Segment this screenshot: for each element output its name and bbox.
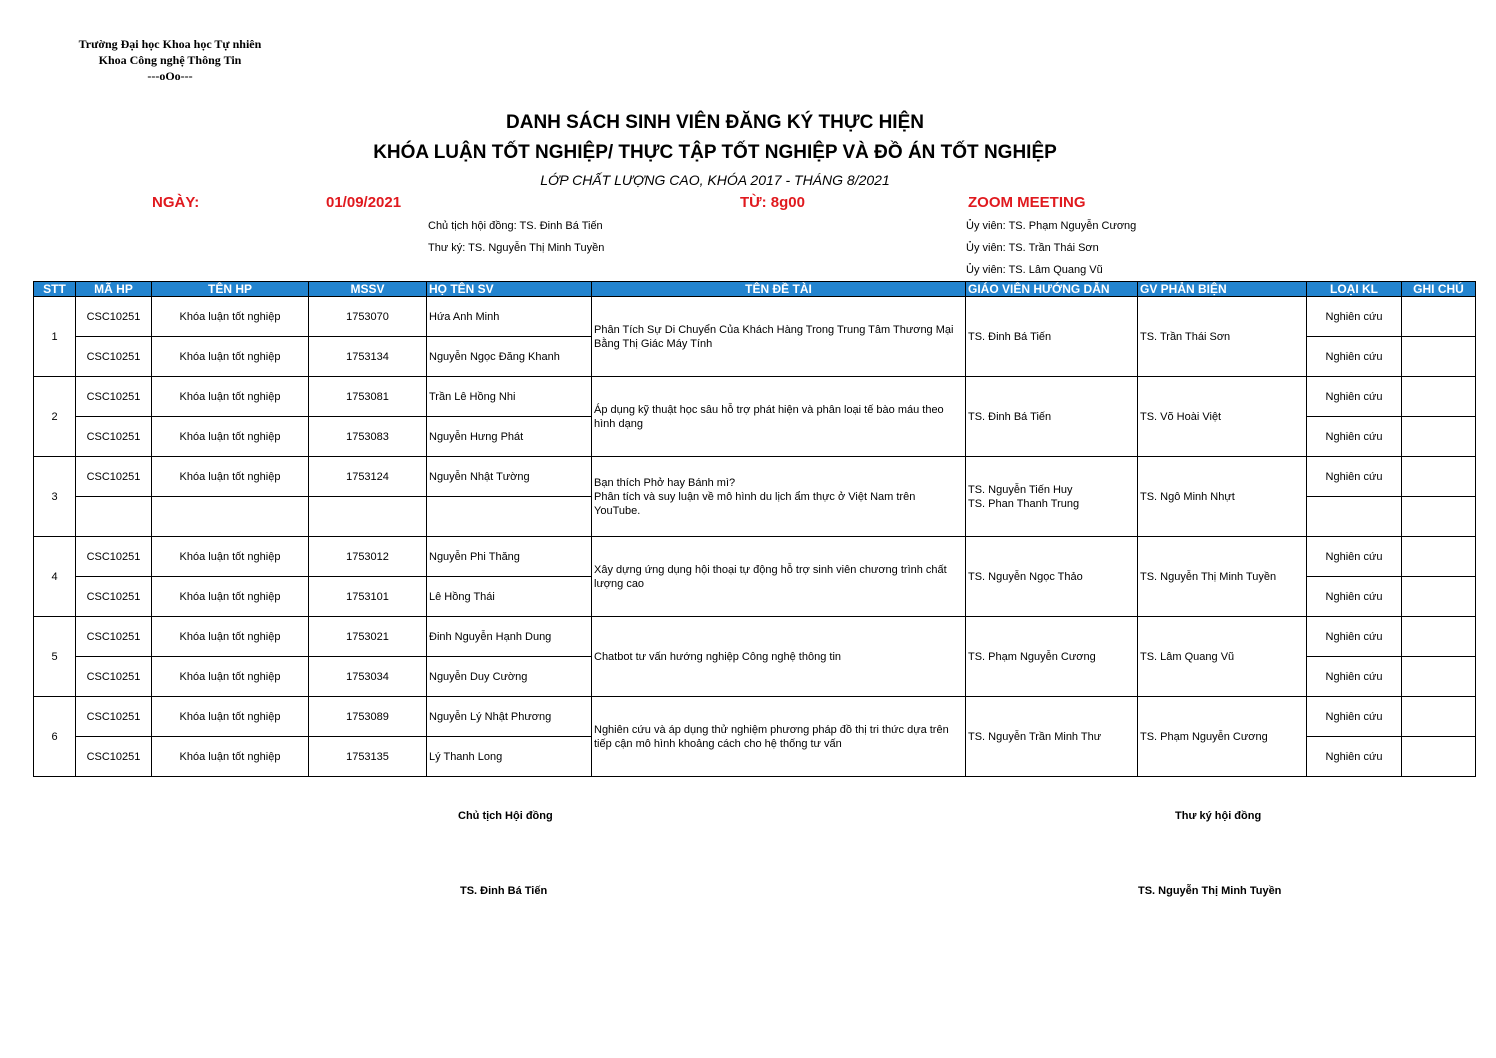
course-name (152, 497, 309, 537)
thesis-topic: Nghiên cứu và áp dụng thử nghiệm phương pháp đồ thị tri thức dựa trên tiếp cận mô hình khoảng cách cho hệ thống tư vấn (592, 697, 966, 777)
advisor-name: TS. Nguyễn Ngọc Thảo (966, 537, 1138, 617)
student-name: Đinh Nguyễn Hạnh Dung (427, 617, 592, 657)
chair-signature-name: TS. Đinh Bá Tiến (460, 885, 548, 897)
document-title-line1: DANH SÁCH SINH VIÊN ĐĂNG KÝ THỰC HIỆN (506, 112, 924, 133)
ornament: ---oOo--- (147, 69, 193, 83)
table-row (34, 377, 1476, 417)
student-name: Nguyễn Duy Cường (427, 657, 592, 697)
course-name: Khóa luận tốt nghiệp (152, 737, 309, 777)
meeting-date: 01/09/2021 (326, 194, 402, 211)
thesis-type: Nghiên cứu (1307, 577, 1402, 617)
course-code: CSC10251 (76, 617, 152, 657)
student-id: 1753134 (309, 337, 427, 377)
header-type: LOẠI KL (1307, 282, 1402, 297)
course-code: CSC10251 (76, 737, 152, 777)
thesis-type: Nghiên cứu (1307, 657, 1402, 697)
note-cell (1402, 617, 1476, 657)
note-cell (1402, 457, 1476, 497)
reviewer-name: TS. Trần Thái Sơn (1138, 297, 1307, 377)
student-id: 1753089 (309, 697, 427, 737)
advisor-name: TS. Đinh Bá Tiến (966, 297, 1138, 377)
course-name: Khóa luận tốt nghiệp (152, 377, 309, 417)
note-cell (1402, 657, 1476, 697)
course-name: Khóa luận tốt nghiệp (152, 457, 309, 497)
student-id (309, 497, 427, 537)
council-member-2: Ủy viên: TS. Trần Thái Sơn (966, 242, 1099, 254)
student-registration-table (33, 281, 1476, 777)
council-secretary: Thư ký: TS. Nguyễn Thị Minh Tuyền (428, 242, 605, 254)
student-id: 1753034 (309, 657, 427, 697)
course-code: CSC10251 (76, 577, 152, 617)
document-title-line2: KHÓA LUẬN TỐT NGHIỆP/ THỰC TẬP TỐT NGHIỆP VÀ ĐỒ ÁN TỐT NGHIỆP (373, 142, 1057, 163)
thesis-type: Nghiên cứu (1307, 737, 1402, 777)
course-name: Khóa luận tốt nghiệp (152, 657, 309, 697)
meeting-time: TỪ: 8g00 (740, 194, 805, 211)
row-stt: 3 (34, 457, 76, 537)
note-cell (1402, 497, 1476, 537)
thesis-type (1307, 497, 1402, 537)
note-cell (1402, 417, 1476, 457)
course-name: Khóa luận tốt nghiệp (152, 697, 309, 737)
student-name: Hứa Anh Minh (427, 297, 592, 337)
course-name: Khóa luận tốt nghiệp (152, 577, 309, 617)
meeting-platform: ZOOM MEETING (968, 194, 1086, 211)
row-stt: 2 (34, 377, 76, 457)
header-advisor: GIÁO VIÊN HƯỚNG DẪN (966, 282, 1138, 297)
course-code: CSC10251 (76, 417, 152, 457)
student-id: 1753070 (309, 297, 427, 337)
council-member-3: Ủy viên: TS. Lâm Quang Vũ (966, 264, 1103, 276)
course-name: Khóa luận tốt nghiệp (152, 537, 309, 577)
header-topic: TÊN ĐỀ TÀI (592, 282, 966, 297)
thesis-type: Nghiên cứu (1307, 297, 1402, 337)
thesis-type: Nghiên cứu (1307, 377, 1402, 417)
header-course-code: MÃ HP (76, 282, 152, 297)
header-reviewer: GV PHẢN BIỆN (1138, 282, 1307, 297)
reviewer-name: TS. Phạm Nguyễn Cương (1138, 697, 1307, 777)
table-row (34, 457, 1476, 497)
course-code (76, 497, 152, 537)
course-code: CSC10251 (76, 697, 152, 737)
course-code: CSC10251 (76, 657, 152, 697)
header-note: GHI CHÚ (1402, 282, 1476, 297)
row-stt: 4 (34, 537, 76, 617)
course-code: CSC10251 (76, 377, 152, 417)
student-name: Nguyễn Hưng Phát (427, 417, 592, 457)
faculty-name: Khoa Công nghệ Thông Tin (98, 53, 242, 67)
student-name: Nguyễn Nhật Tường (427, 457, 592, 497)
student-id: 1753083 (309, 417, 427, 457)
row-stt: 1 (34, 297, 76, 377)
header-stt: STT (34, 282, 76, 297)
thesis-type: Nghiên cứu (1307, 537, 1402, 577)
course-name: Khóa luận tốt nghiệp (152, 417, 309, 457)
reviewer-name: TS. Nguyễn Thị Minh Tuyền (1138, 537, 1307, 617)
course-code: CSC10251 (76, 537, 152, 577)
table-body (34, 297, 1476, 777)
council-chair: Chủ tịch hội đồng: TS. Đinh Bá Tiến (428, 220, 603, 232)
course-code: CSC10251 (76, 457, 152, 497)
thesis-type: Nghiên cứu (1307, 457, 1402, 497)
thesis-topic: Bạn thích Phở hay Bánh mì? Phân tích và suy luận về mô hình du lịch ẩm thực ở Việt Nam trên YouTube. (592, 457, 966, 537)
advisor-name: TS. Nguyễn Trần Minh Thư (966, 697, 1138, 777)
row-stt: 5 (34, 617, 76, 697)
thesis-topic: Áp dụng kỹ thuật học sâu hỗ trợ phát hiện và phân loại tế bào máu theo hình dạng (592, 377, 966, 457)
table-row (34, 617, 1476, 657)
council-member-1: Ủy viên: TS. Phạm Nguyễn Cương (966, 220, 1137, 232)
header-course-name: TÊN HP (152, 282, 309, 297)
thesis-topic: Xây dựng ứng dụng hội thoại tự động hỗ trợ sinh viên chương trình chất lượng cao (592, 537, 966, 617)
thesis-type: Nghiên cứu (1307, 417, 1402, 457)
note-cell (1402, 697, 1476, 737)
thesis-topic: Chatbot tư vấn hướng nghiệp Công nghệ thông tin (592, 617, 966, 697)
thesis-type: Nghiên cứu (1307, 337, 1402, 377)
table-header-row (34, 282, 1476, 297)
student-id: 1753101 (309, 577, 427, 617)
note-cell (1402, 577, 1476, 617)
student-id: 1753012 (309, 537, 427, 577)
advisor-name: TS. Phạm Nguyễn Cương (966, 617, 1138, 697)
student-name: Lê Hồng Thái (427, 577, 592, 617)
chair-signature-title: Chủ tịch Hội đồng (458, 810, 553, 822)
note-cell (1402, 377, 1476, 417)
note-cell (1402, 537, 1476, 577)
course-code: CSC10251 (76, 297, 152, 337)
secretary-signature-title: Thư ký hội đồng (1175, 810, 1262, 822)
document-subtitle: LỚP CHẤT LƯỢNG CAO, KHÓA 2017 - THÁNG 8/2021 (540, 172, 890, 188)
student-name: Trần Lê Hồng Nhi (427, 377, 592, 417)
student-name: Nguyễn Lý Nhật Phương (427, 697, 592, 737)
course-code: CSC10251 (76, 337, 152, 377)
student-name: Lý Thanh Long (427, 737, 592, 777)
thesis-type: Nghiên cứu (1307, 697, 1402, 737)
note-cell (1402, 337, 1476, 377)
institution-header (40, 36, 300, 84)
reviewer-name: TS. Lâm Quang Vũ (1138, 617, 1307, 697)
table-row (34, 297, 1476, 337)
header-student-name: HỌ TÊN SV (427, 282, 592, 297)
row-stt: 6 (34, 697, 76, 777)
advisor-name: TS. Đinh Bá Tiến (966, 377, 1138, 457)
thesis-topic: Phân Tích Sự Di Chuyển Của Khách Hàng Trong Trung Tâm Thương Mại Bằng Thị Giác Máy Tính (592, 297, 966, 377)
student-id: 1753021 (309, 617, 427, 657)
student-id: 1753124 (309, 457, 427, 497)
student-name: Nguyễn Phi Thăng (427, 537, 592, 577)
reviewer-name: TS. Võ Hoài Việt (1138, 377, 1307, 457)
table-row (34, 537, 1476, 577)
advisor-name: TS. Nguyễn Tiến Huy TS. Phan Thanh Trung (966, 457, 1138, 537)
course-name: Khóa luận tốt nghiệp (152, 297, 309, 337)
course-name: Khóa luận tốt nghiệp (152, 617, 309, 657)
date-label: NGÀY: (152, 194, 200, 211)
table-row (34, 697, 1476, 737)
student-name: Nguyễn Ngọc Đăng Khanh (427, 337, 592, 377)
institution-name: Trường Đại học Khoa học Tự nhiên (78, 37, 262, 51)
header-student-id: MSSV (309, 282, 427, 297)
course-name: Khóa luận tốt nghiệp (152, 337, 309, 377)
secretary-signature-name: TS. Nguyễn Thị Minh Tuyền (1138, 885, 1282, 897)
student-name (427, 497, 592, 537)
reviewer-name: TS. Ngô Minh Nhựt (1138, 457, 1307, 537)
note-cell (1402, 737, 1476, 777)
student-id: 1753081 (309, 377, 427, 417)
student-id: 1753135 (309, 737, 427, 777)
note-cell (1402, 297, 1476, 337)
thesis-type: Nghiên cứu (1307, 617, 1402, 657)
